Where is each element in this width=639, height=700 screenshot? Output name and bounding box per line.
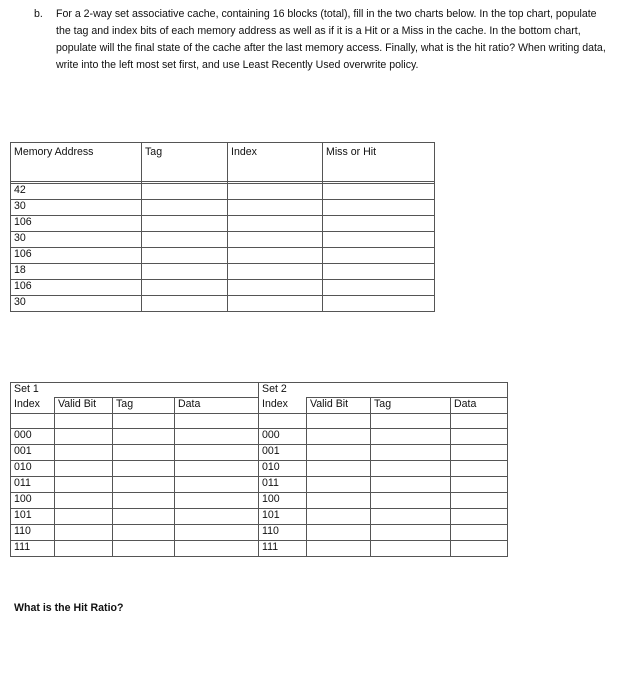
- memory-address-cell: 30: [11, 296, 142, 312]
- header-tag: Tag: [142, 143, 228, 182]
- gap-cell: [11, 414, 55, 429]
- set2-tag-cell[interactable]: [371, 493, 451, 509]
- set1-data-cell[interactable]: [175, 525, 259, 541]
- gap-cell: [175, 414, 259, 429]
- set2-index-cell: 110: [259, 525, 307, 541]
- set2-tag-cell[interactable]: [371, 509, 451, 525]
- memory-address-cell: 30: [11, 232, 142, 248]
- set1-tag-cell[interactable]: [113, 541, 175, 557]
- set1-index-cell: 001: [11, 445, 55, 461]
- question-block: [34, 6, 614, 74]
- table-row: [11, 264, 435, 280]
- table-row: [11, 461, 508, 477]
- set1-tag-cell[interactable]: [113, 477, 175, 493]
- set1-data-cell[interactable]: [175, 477, 259, 493]
- set1-valid-bit-cell[interactable]: [55, 509, 113, 525]
- index-cell[interactable]: [228, 200, 323, 216]
- set1-tag-cell[interactable]: [113, 445, 175, 461]
- set2-valid-bit-cell[interactable]: [307, 477, 371, 493]
- set1-index-cell: 101: [11, 509, 55, 525]
- set1-tag-cell[interactable]: [113, 429, 175, 445]
- miss-hit-cell[interactable]: [323, 264, 435, 280]
- set2-valid-bit-cell[interactable]: [307, 525, 371, 541]
- gap-cell: [371, 414, 451, 429]
- set2-header-tag: Tag: [371, 398, 451, 414]
- table-row: [11, 477, 508, 493]
- set2-data-cell[interactable]: [451, 541, 508, 557]
- tag-cell[interactable]: [142, 280, 228, 296]
- miss-hit-cell[interactable]: [323, 296, 435, 312]
- table-row: [11, 509, 508, 525]
- tag-cell[interactable]: [142, 232, 228, 248]
- tag-cell[interactable]: [142, 296, 228, 312]
- set1-header-tag: Tag: [113, 398, 175, 414]
- set2-index-cell: 111: [259, 541, 307, 557]
- gap-cell: [113, 414, 175, 429]
- index-cell[interactable]: [228, 280, 323, 296]
- set2-data-cell[interactable]: [451, 525, 508, 541]
- set1-label: Set 1: [11, 383, 259, 398]
- set2-tag-cell[interactable]: [371, 541, 451, 557]
- hit-ratio-question: What is the Hit Ratio?: [14, 602, 124, 614]
- tag-cell[interactable]: [142, 216, 228, 232]
- memory-address-cell: 106: [11, 216, 142, 232]
- set1-data-cell[interactable]: [175, 445, 259, 461]
- set2-data-cell[interactable]: [451, 493, 508, 509]
- gap-cell: [259, 414, 307, 429]
- set1-tag-cell[interactable]: [113, 509, 175, 525]
- set1-tag-cell[interactable]: [113, 461, 175, 477]
- table-row: [11, 248, 435, 264]
- index-cell[interactable]: [228, 248, 323, 264]
- set1-tag-cell[interactable]: [113, 493, 175, 509]
- set2-valid-bit-cell[interactable]: [307, 509, 371, 525]
- set1-data-cell[interactable]: [175, 429, 259, 445]
- table-row: [11, 445, 508, 461]
- set1-valid-bit-cell[interactable]: [55, 525, 113, 541]
- set1-valid-bit-cell[interactable]: [55, 445, 113, 461]
- index-cell[interactable]: [228, 216, 323, 232]
- set2-data-cell[interactable]: [451, 429, 508, 445]
- set2-index-cell: 001: [259, 445, 307, 461]
- memory-address-cell: 30: [11, 200, 142, 216]
- set2-label: Set 2: [259, 383, 508, 398]
- table-row: [11, 200, 435, 216]
- set1-valid-bit-cell[interactable]: [55, 461, 113, 477]
- set1-header-valid-bit: Valid Bit: [55, 398, 113, 414]
- table-row: [11, 429, 508, 445]
- set2-valid-bit-cell[interactable]: [307, 461, 371, 477]
- cache-gap-row: [11, 414, 508, 429]
- set2-data-cell[interactable]: [451, 509, 508, 525]
- miss-hit-cell[interactable]: [323, 200, 435, 216]
- header-index: Index: [228, 143, 323, 182]
- memory-table-header-row: [11, 143, 435, 182]
- memory-address-cell: 42: [11, 184, 142, 200]
- set2-index-cell: 101: [259, 509, 307, 525]
- tag-cell[interactable]: [142, 264, 228, 280]
- set1-data-cell[interactable]: [175, 493, 259, 509]
- gap-cell: [451, 414, 508, 429]
- set1-index-cell: 110: [11, 525, 55, 541]
- table-row: [11, 493, 508, 509]
- set2-data-cell[interactable]: [451, 461, 508, 477]
- table-row: [11, 525, 508, 541]
- table-row: [11, 541, 508, 557]
- set1-header-index: Index: [11, 398, 55, 414]
- table-row: [11, 232, 435, 248]
- set2-valid-bit-cell[interactable]: [307, 541, 371, 557]
- miss-hit-cell[interactable]: [323, 216, 435, 232]
- gap-cell: [307, 414, 371, 429]
- question-text: For a 2-way set associative cache, containing 16 blocks (total), fill in the two charts below. In the top chart, populate the tag and index bits of each memory address as well as if it is a Hit or a Miss in the cache. In the bottom chart, populate will the final state of the cache after the last memory access. Finally, what is the hit ratio? When writing data, write into the left most set first, and use Least Recently Used overwrite policy.: [56, 8, 606, 71]
- memory-address-cell: 106: [11, 248, 142, 264]
- set1-data-cell[interactable]: [175, 461, 259, 477]
- header-memory-address: Memory Address: [11, 143, 142, 182]
- set2-valid-bit-cell[interactable]: [307, 493, 371, 509]
- set1-valid-bit-cell[interactable]: [55, 429, 113, 445]
- tag-cell[interactable]: [142, 200, 228, 216]
- table-row: [11, 280, 435, 296]
- set2-tag-cell[interactable]: [371, 429, 451, 445]
- set1-valid-bit-cell[interactable]: [55, 541, 113, 557]
- set2-index-cell: 000: [259, 429, 307, 445]
- set1-tag-cell[interactable]: [113, 525, 175, 541]
- index-cell[interactable]: [228, 296, 323, 312]
- miss-hit-cell[interactable]: [323, 280, 435, 296]
- set2-tag-cell[interactable]: [371, 445, 451, 461]
- set2-data-cell[interactable]: [451, 445, 508, 461]
- header-miss-or-hit: Miss or Hit: [323, 143, 435, 182]
- index-cell[interactable]: [228, 184, 323, 200]
- set1-index-cell: 100: [11, 493, 55, 509]
- set2-header-valid-bit: Valid Bit: [307, 398, 371, 414]
- set1-header-data: Data: [175, 398, 259, 414]
- set2-index-cell: 010: [259, 461, 307, 477]
- tag-cell[interactable]: [142, 248, 228, 264]
- index-cell[interactable]: [228, 232, 323, 248]
- set2-header-index: Index: [259, 398, 307, 414]
- set1-data-cell[interactable]: [175, 541, 259, 557]
- set1-index-cell: 011: [11, 477, 55, 493]
- set1-data-cell[interactable]: [175, 509, 259, 525]
- cache-set-label-row: [11, 383, 508, 398]
- index-cell[interactable]: [228, 264, 323, 280]
- miss-hit-cell[interactable]: [323, 184, 435, 200]
- miss-hit-cell[interactable]: [323, 232, 435, 248]
- table-row: [11, 296, 435, 312]
- cache-header-row: [11, 398, 508, 414]
- set1-index-cell: 111: [11, 541, 55, 557]
- set1-index-cell: 010: [11, 461, 55, 477]
- tag-cell[interactable]: [142, 184, 228, 200]
- set2-valid-bit-cell[interactable]: [307, 429, 371, 445]
- set2-index-cell: 100: [259, 493, 307, 509]
- set2-header-data: Data: [451, 398, 508, 414]
- question-label: b.: [34, 8, 43, 20]
- set2-tag-cell[interactable]: [371, 525, 451, 541]
- memory-address-cell: 106: [11, 280, 142, 296]
- table-row: [11, 184, 435, 200]
- set2-index-cell: 011: [259, 477, 307, 493]
- memory-address-cell: 18: [11, 264, 142, 280]
- set2-tag-cell[interactable]: [371, 477, 451, 493]
- memory-address-table: [10, 142, 435, 312]
- set1-valid-bit-cell[interactable]: [55, 477, 113, 493]
- set1-valid-bit-cell[interactable]: [55, 493, 113, 509]
- set2-data-cell[interactable]: [451, 477, 508, 493]
- set2-tag-cell[interactable]: [371, 461, 451, 477]
- cache-state-table: [10, 382, 508, 557]
- gap-cell: [55, 414, 113, 429]
- table-row: [11, 216, 435, 232]
- miss-hit-cell[interactable]: [323, 248, 435, 264]
- set1-index-cell: 000: [11, 429, 55, 445]
- set2-valid-bit-cell[interactable]: [307, 445, 371, 461]
